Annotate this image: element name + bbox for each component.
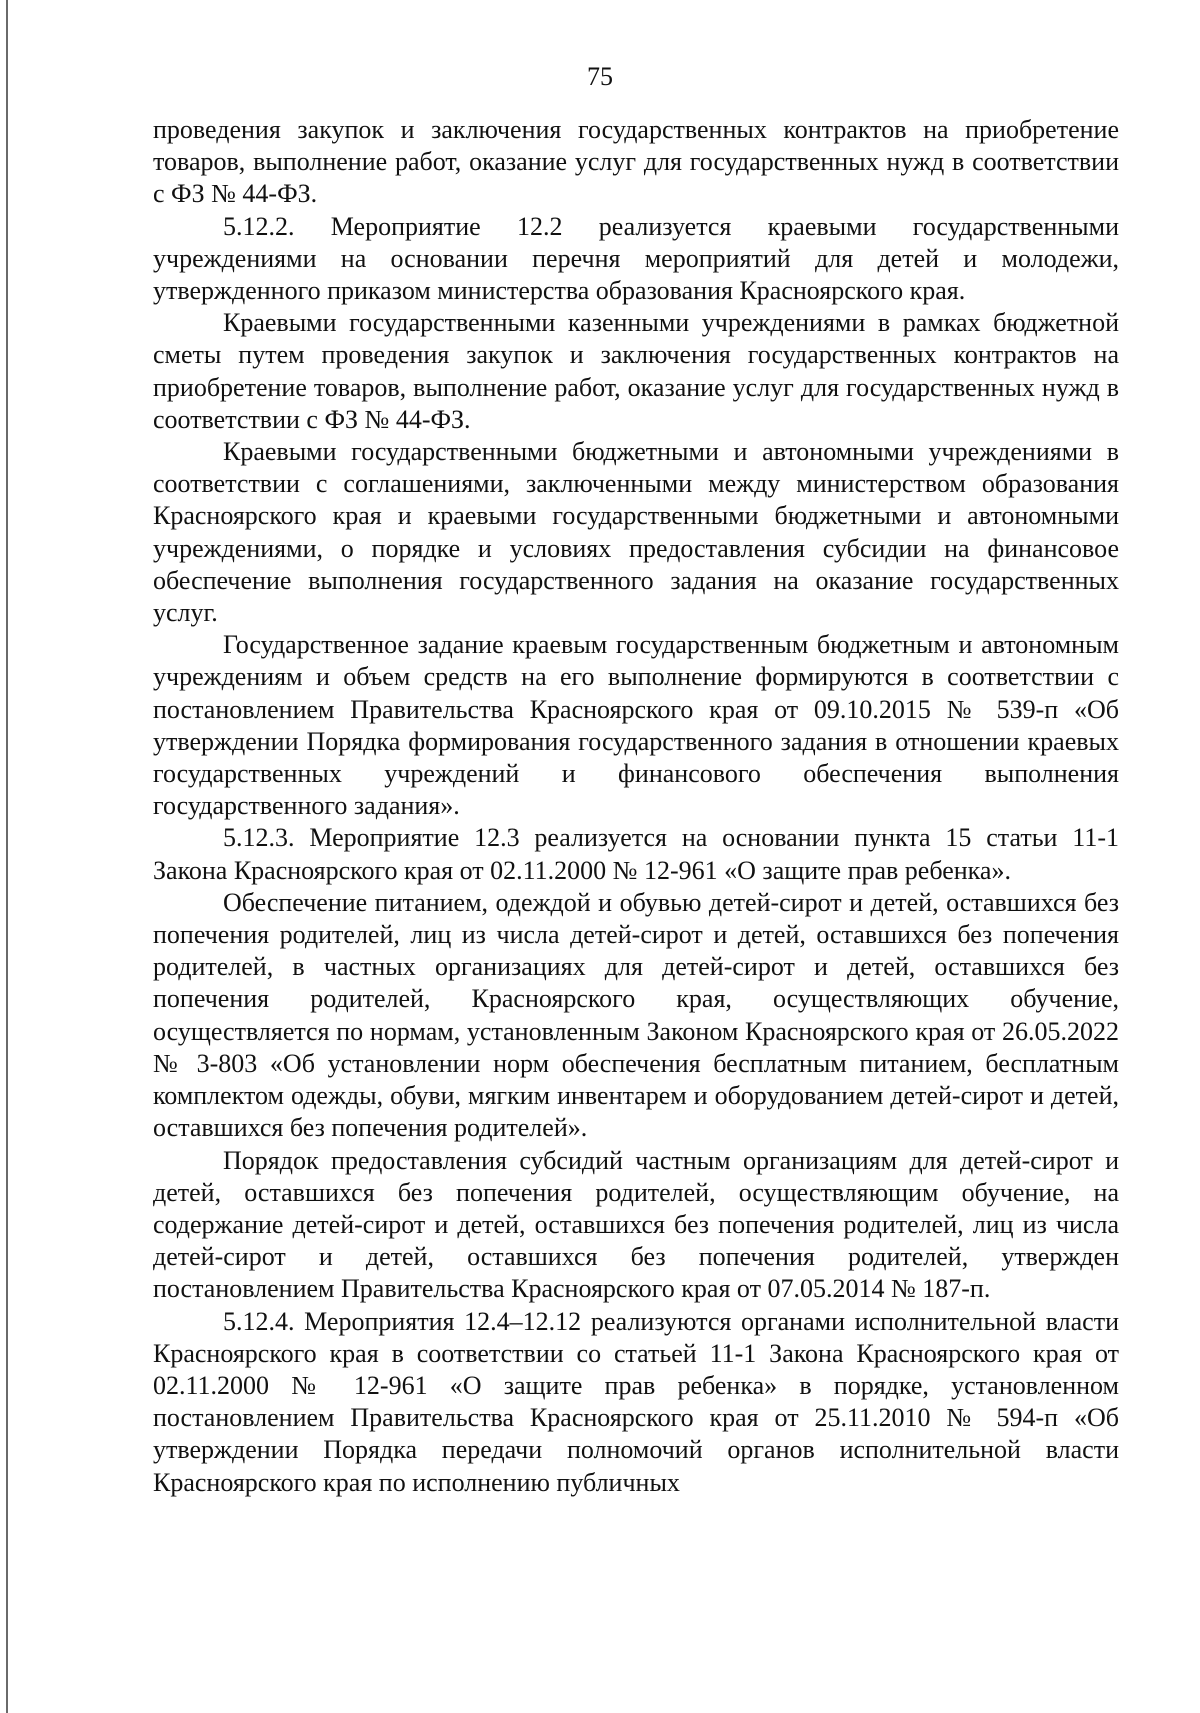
paragraph-5-12-3: 5.12.3. Мероприятие 12.3 реализуется на основании пункта 15 статьи 11-1 Закона Красноярского края от 02.11.2000 № 12-961 «О защите прав ребенка». <box>153 823 1119 885</box>
paragraph-5-12-4: 5.12.4. Мероприятия 12.4–12.12 реализуются органами исполнительной власти Красноярского края в соответствии со статьей 11-1 Закона Красноярского края от 02.11.2000 № 12-961 «О защите прав ребенка» в порядке, установленном постановлением Правительства Красноярского края от 25.11.2010 № 594-п «Об утверждении Порядка передачи полномочий органов исполнительной власти Красноярского края по исполнению публичных <box>153 1306 1119 1497</box>
paragraph-kazennye: Краевыми государственными казенными учреждениями в рамках бюджетной сметы путем проведения закупок и заключения государственных контрактов на приобретение товаров, выполнение работ, оказание услуг для государственных нужд в соответствии с ФЗ № 44-ФЗ. <box>153 308 1119 434</box>
document-body <box>153 114 1119 1499</box>
paragraph-byudzhetnye: Краевыми государственными бюджетными и автономными учреждениями в соответствии с соглашениями, заключенными между министерством образования Красноярского края и краевыми государственными бюджетными и автономными учреждениями, о порядке и условиях предоставления субсидии на финансовое обеспечение выполнения государственного задания на оказание государственных услуг. <box>153 437 1119 628</box>
scan-edge <box>6 0 8 1713</box>
paragraph-5-12-2: 5.12.2. Мероприятие 12.2 реализуется краевыми государственными учреждениями на основании перечня мероприятий для детей и молодежи, утвержденного приказом министерства образования Красноярского края. <box>153 211 1119 306</box>
paragraph-poryadok-subsidiy: Порядок предоставления субсидий частным организациям для детей-сирот и детей, оставшихся без попечения родителей, осуществляющим обучение, на содержание детей-сирот и детей, оставшихся без попечения родителей, лиц из числа детей-сирот и детей, оставшихся без попечения родителей, утвержден постановлением Правительства Красноярского края от 07.05.2014 № 187-п. <box>153 1145 1119 1304</box>
paragraph-obespechenie: Обеспечение питанием, одеждой и обувью детей-сирот и детей, оставшихся без попечения родителей, лиц из числа детей-сирот и детей, оставшихся без попечения родителей, в частных организациях для детей-сирот и детей, оставшихся без попечения родителей, Красноярского края, осуществляющих обучение, осуществляется по нормам, установленным Законом Красноярского края от 26.05.2022 № 3-803 «Об установлении норм обеспечения бесплатным питанием, бесплатным комплектом одежды, обуви, мягким инвентарем и оборудованием детей-сирот и детей, оставшихся без попечения родителей». <box>153 887 1119 1143</box>
paragraph-gos-zadanie: Государственное задание краевым государственным бюджетным и автономным учреждениям и объем средств на его выполнение формируются в соответствии с постановлением Правительства Красноярского края от 09.10.2015 № 539-п «Об утверждении Порядка формирования государственного задания в отношении краевых государственных учреждений и финансового обеспечения выполнения государственного задания». <box>153 630 1119 821</box>
page-number: 75 <box>587 62 613 91</box>
paragraph-continuation: проведения закупок и заключения государственных контрактов на приобретение товаров, выполнение работ, оказание услуг для государственных нужд в соответствии с ФЗ № 44-ФЗ. <box>153 115 1119 209</box>
